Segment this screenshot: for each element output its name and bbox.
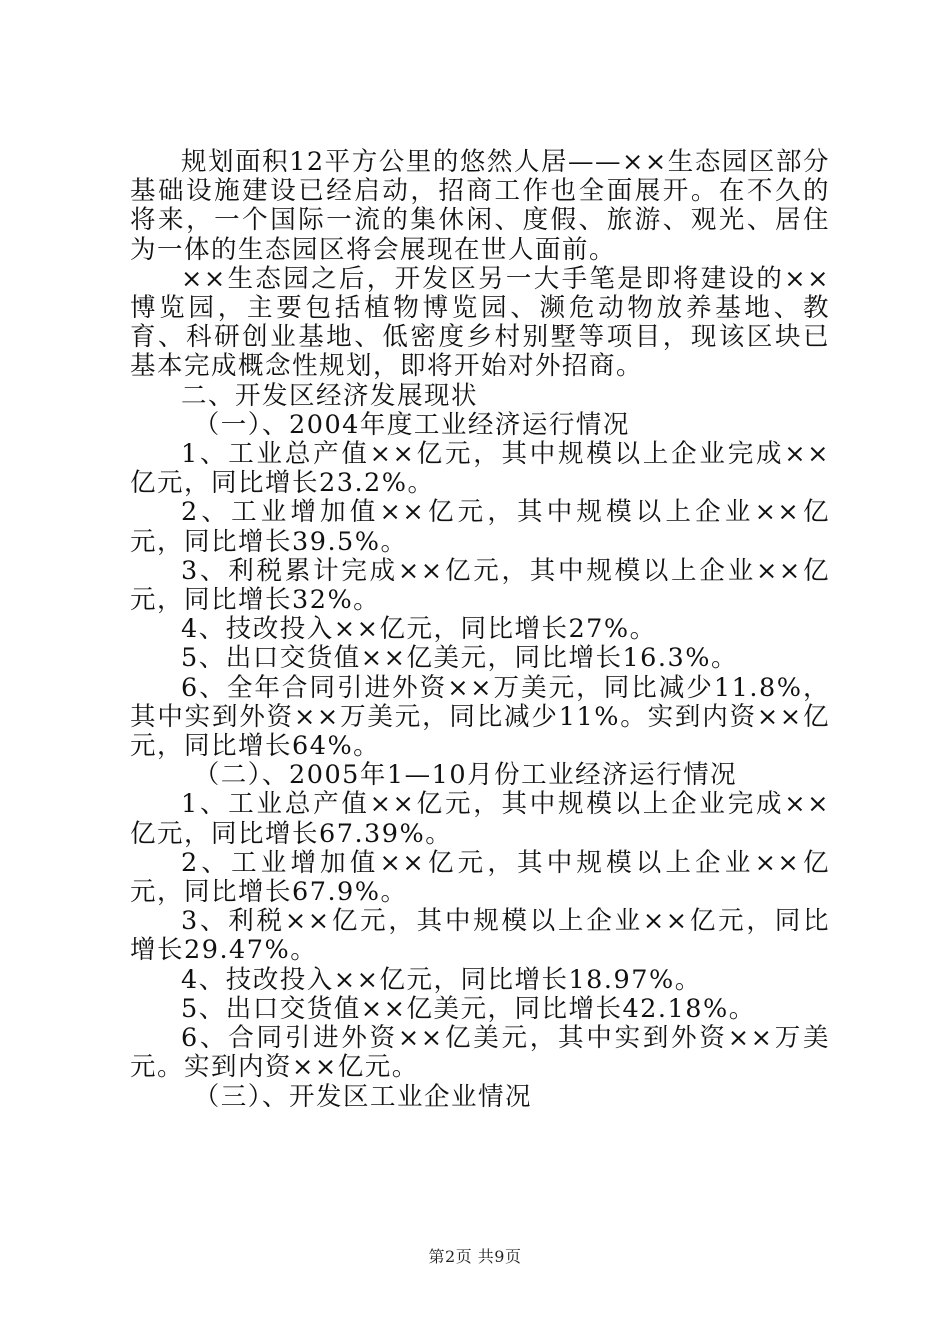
list-item-2004-tax: 3、利税累计完成××亿元，其中规模以上企业××亿元，同比增长32%。 [130, 555, 830, 616]
document-body [130, 148, 830, 1112]
list-item-2005-tax: 3、利税××亿元，其中规模以上企业××亿元，同比增长29.47%。 [130, 906, 830, 966]
list-item-2005-foreign-capital: 6、合同引进外资××亿美元，其中实到外资××万美元。实到内资××亿元。 [130, 1023, 830, 1083]
section-heading-economy: 二、开发区经济发展现状 [181, 380, 479, 411]
list-item-2005-tech-investment: 4、技改投入××亿元，同比增长18.97%。 [181, 964, 702, 995]
paragraph-eco-park-intro: 规划面积12平方公里的悠然人居——××生态园区部分基础设施建设已经启动，招商工作也全面展开。在不久的将来，一个国际一流的集休闲、度假、旅游、观光、居住为一体的生态园区将会展现在世人面前。 [130, 147, 830, 265]
list-item-2004-tech-investment: 4、技改投入××亿元，同比增长27%。 [181, 614, 657, 645]
list-item-2004-output: 1、工业总产值××亿元，其中规模以上企业完成××亿元，同比增长23.2%。 [130, 439, 830, 499]
subsection-heading-enterprises: （三）、开发区工业企业情况 [193, 1081, 533, 1112]
list-item-2005-output: 1、工业总产值××亿元，其中规模以上企业完成××亿元，同比增长67.39%。 [130, 789, 830, 849]
subsection-heading-2005: （二）、2005年1—10月份工业经济运行情况 [193, 760, 738, 791]
page-number-label: 第2页 共9页 [428, 1247, 522, 1266]
list-item-2004-added-value: 2、工业增加值××亿元，其中规模以上企业××亿元，同比增长39.5%。 [130, 497, 830, 557]
list-item-2004-foreign-capital: 6、全年合同引进外资××万美元，同比减少11.8%，其中实到外资××万美元，同比减少11%。实到内资××亿元，同比增长64%。 [130, 672, 830, 762]
list-item-2005-added-value: 2、工业增加值××亿元，其中规模以上企业××亿元，同比增长67.9%。 [130, 847, 830, 908]
paragraph-expo-park: ××生态园之后，开发区另一大手笔是即将建设的××博览园，主要包括植物博览园、濒危动物放养基地、教育、科研创业基地、低密度乡村别墅等项目，现该区块已基本完成概念性规划，即将开始对外招商。 [130, 263, 830, 382]
page-footer [0, 1244, 950, 1267]
subsection-heading-2004: （一）、2004年度工业经济运行情况 [193, 409, 630, 440]
list-item-2004-export: 5、出口交货值××亿美元，同比增长16.3%。 [181, 643, 738, 674]
list-item-2005-export: 5、出口交货值××亿美元，同比增长42.18%。 [181, 993, 756, 1024]
